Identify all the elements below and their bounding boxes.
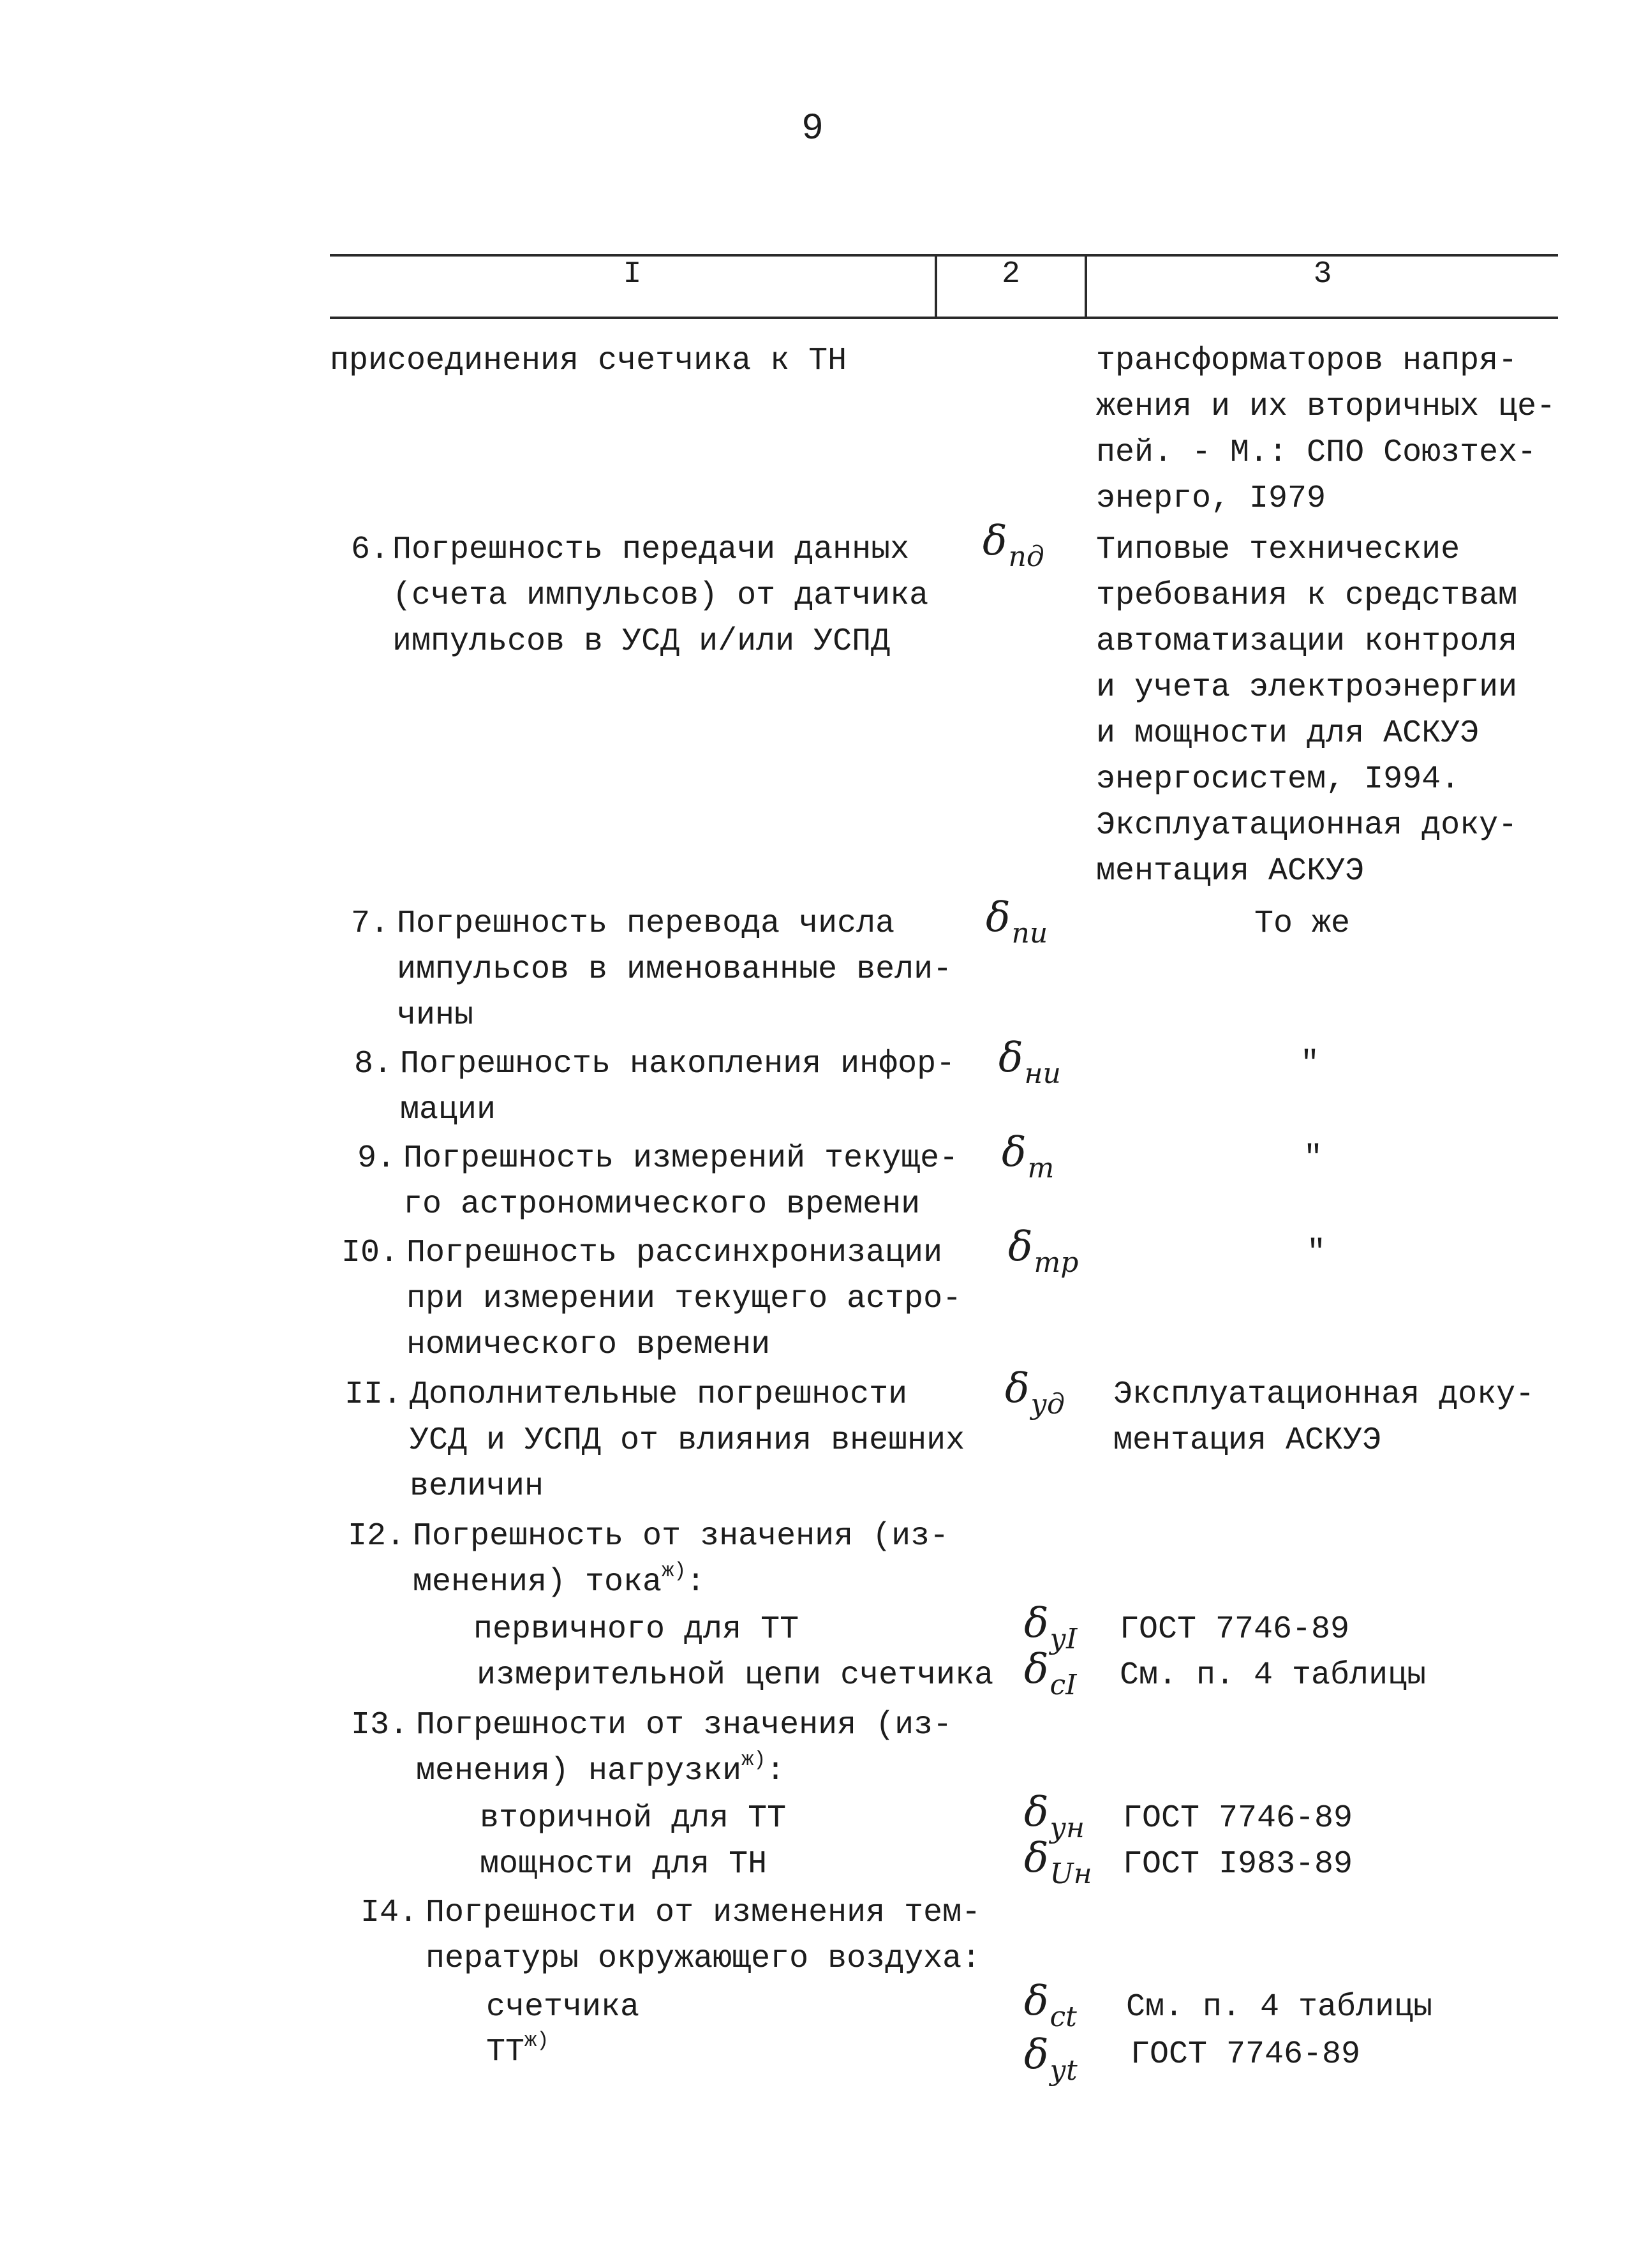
subitem-text: счетчика <box>486 1989 640 2026</box>
item-description <box>416 1703 952 1794</box>
subitem-reference: См. п. 4 таблицы <box>1126 1989 1433 2026</box>
description-line: импульсов в именованные вели- <box>397 951 953 988</box>
error-symbol: $\delta_{ун}$ <box>1024 1789 1085 1844</box>
footnote-mark: ж) <box>741 1748 766 1772</box>
description-line: Погрешность перевода числа <box>397 906 895 942</box>
subitem-reference: См. п. 4 таблицы <box>1120 1657 1427 1694</box>
error-symbol: $\delta_т$ <box>1002 1129 1055 1184</box>
error-symbol: $\delta_{пд}$ <box>983 518 1044 573</box>
item-number: II. <box>344 1376 402 1413</box>
item-description <box>410 1372 965 1510</box>
description-line: Погрешности от значения (из- <box>416 1707 953 1743</box>
error-symbol: $\delta_{Uн}$ <box>1024 1835 1092 1890</box>
subitem-text: первичного для ТТ <box>473 1611 799 1648</box>
error-symbol: $\delta_{сt}$ <box>1024 1978 1077 2033</box>
subitem-reference: ГОСТ 7746-89 <box>1123 1800 1353 1837</box>
description-line: УСД и УСПД от влияния внешних <box>410 1422 965 1459</box>
description-line: пературы окружающего воздуха: <box>426 1941 981 1977</box>
description-line: Погрешность рассинхронизации <box>406 1235 943 1271</box>
reference-line: трансформаторов напря- <box>1096 343 1518 379</box>
column-header-2: 2 <box>1002 257 1020 292</box>
reference-line: требования к средствам <box>1096 578 1518 614</box>
error-symbol: $\delta_{уд}$ <box>1005 1365 1065 1421</box>
error-symbol: $\delta_{пи}$ <box>986 894 1048 950</box>
continuation-reference <box>1096 338 1555 522</box>
description-line: при измерении текущего астро- <box>406 1281 962 1317</box>
reference-line: Типовые технические <box>1096 532 1460 568</box>
description-line: (счета импульсов) от датчика <box>392 578 929 614</box>
description-line: менения) нагрузки$^{ж)}$: <box>416 1748 785 1789</box>
item-reference: " <box>1300 1046 1320 1082</box>
description-line: импульсов в УСД и/или УСПД <box>392 623 891 660</box>
item-number: 8. <box>353 1046 392 1082</box>
error-symbol: $\delta_{сI}$ <box>1024 1646 1077 1701</box>
footnote-mark: ж) <box>524 2029 549 2052</box>
subitem-text: $ТТ^{ж)}$ <box>486 2029 549 2070</box>
description-line: величин <box>410 1468 544 1505</box>
reference-line: жения и их вторичных це- <box>1096 389 1556 425</box>
description-line: мации <box>400 1092 496 1128</box>
description-line: Погрешность накопления инфор- <box>400 1046 956 1082</box>
item-number: I0. <box>341 1235 399 1271</box>
subitem-text: измерительной цепи счетчика <box>477 1657 994 1694</box>
reference-line: пей. - М.: СПО Союзтех- <box>1096 435 1537 471</box>
footnote-mark: ж) <box>662 1559 686 1583</box>
item-description <box>403 1136 958 1228</box>
column-header-3: 3 <box>1313 257 1332 292</box>
item-reference: " <box>1303 1140 1323 1177</box>
description-line: менения) тока$^{ж)}$: <box>413 1559 706 1600</box>
item-reference <box>1096 527 1517 895</box>
description-line: номического времени <box>406 1327 771 1363</box>
item-description <box>413 1514 949 1606</box>
description-line: Погрешность измерений текуще- <box>403 1140 959 1177</box>
reference-line: энерго, I979 <box>1096 481 1326 517</box>
reference-line: Эксплуатационная доку- <box>1096 807 1518 844</box>
reference-line: и учета электроэнергии <box>1096 669 1518 706</box>
table-header-bottom-rule <box>330 317 1558 319</box>
reference-line: ментация АСКУЭ <box>1113 1422 1382 1459</box>
item-number: I3. <box>350 1707 408 1743</box>
item-number: 6. <box>350 532 389 568</box>
reference-line: Эксплуатационная доку- <box>1113 1376 1535 1413</box>
description-line: Погрешности от изменения тем- <box>426 1895 981 1931</box>
error-symbol: $\delta_{тр}$ <box>1008 1223 1079 1279</box>
item-number: 9. <box>357 1140 396 1177</box>
error-symbol: $\delta_{уt}$ <box>1024 2031 1078 2087</box>
item-number: 7. <box>350 906 389 942</box>
description-line: Погрешность от значения (из- <box>413 1518 949 1555</box>
item-reference <box>1113 1372 1534 1464</box>
reference-line: энергосистем, I994. <box>1096 761 1460 798</box>
subitem-reference: ГОСТ 7746-89 <box>1131 2036 1361 2073</box>
reference-line: и мощности для АСКУЭ <box>1096 715 1480 752</box>
description-line: Погрешность передачи данных <box>392 532 910 568</box>
item-description <box>400 1041 955 1133</box>
subitem-text: мощности для ТН <box>480 1846 768 1883</box>
error-symbol: $\delta_{уI}$ <box>1024 1600 1078 1655</box>
description-line: го астрономического времени <box>403 1186 921 1223</box>
continuation-text: присоединения счетчика к ТН <box>330 343 847 379</box>
error-symbol: $\delta_{ни}$ <box>998 1034 1061 1090</box>
item-description <box>397 901 952 1039</box>
description-line: чины <box>397 997 474 1034</box>
item-reference: То же <box>1254 906 1351 942</box>
item-description <box>392 527 928 665</box>
description-line: Дополнительные погрешности <box>410 1376 908 1413</box>
item-description <box>426 1890 981 1982</box>
reference-line: автоматизации контроля <box>1096 623 1518 660</box>
reference-line: ментация АСКУЭ <box>1096 853 1365 890</box>
item-number: I2. <box>347 1518 405 1555</box>
item-reference: " <box>1307 1235 1326 1271</box>
item-number: I4. <box>360 1895 418 1931</box>
item-description <box>406 1230 961 1368</box>
subitem-reference: ГОСТ 7746-89 <box>1120 1611 1350 1648</box>
column-header-1: I <box>623 257 642 292</box>
page-number: 9 <box>801 108 824 150</box>
subitem-text: вторичной для ТТ <box>480 1800 787 1837</box>
subitem-reference: ГОСТ I983-89 <box>1123 1846 1353 1883</box>
